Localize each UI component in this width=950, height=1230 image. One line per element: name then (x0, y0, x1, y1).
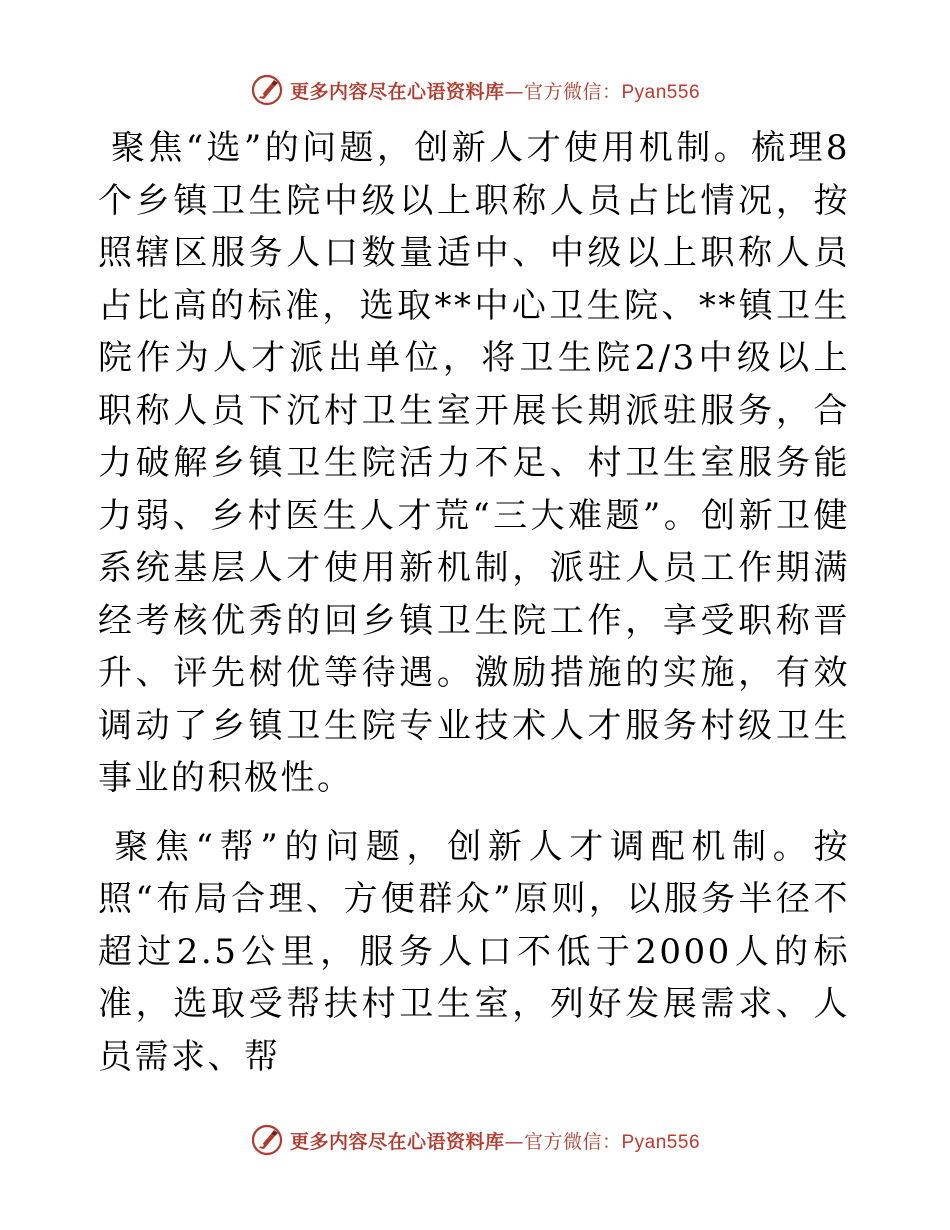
paragraph-text: 聚焦“选”的问题，创新人才使用机制。梳理8个乡镇卫生院中级以上职称人员占比情况，按照辖区服务人口数量适中、中级以上职称人员占比高的标准，选取**中心卫生院、**镇卫生院作为人才派出单位，将卫生院2/3中级以上职称人员下沉村卫生室开展长期派驻服务，合力破解乡镇卫生院活力不足、村卫生室服务能力弱、乡村医生人才荒“三大难题”。创新卫健系统基层人才使用新机制，派驻人员工作期满经考核优秀的回乡镇卫生院工作，享受职称晋升、评先树优等待遇。激励措施的实施，有效调动了乡镇卫生院专业技术人才服务村级卫生事业的积极性。 (98, 128, 850, 798)
pen-nib-logo-icon (250, 1123, 284, 1157)
paragraph-help (98, 821, 850, 1084)
document-body (98, 122, 850, 1083)
watermark-label: 官方微信： (523, 80, 622, 103)
watermark-text (290, 77, 700, 104)
paragraph-text: 聚焦“帮”的问题，创新人才调配机制。按照“布局合理、方便群众”原则，以服务半径不超过2.5公里，服务人口不低于2000人的标准，选取受帮扶村卫生室，列好发展需求、人员需求、帮 (98, 826, 850, 1077)
watermark-separator: — (504, 80, 524, 103)
watermark-inner (250, 1123, 700, 1157)
watermark-label: 官方微信： (523, 1130, 622, 1153)
watermark-inner (250, 73, 700, 107)
watermark-main-text: 更多内容尽在心语资料库 (289, 80, 505, 103)
watermark-main-text: 更多内容尽在心语资料库 (289, 1130, 505, 1153)
watermark-wechat-id: Pyan556 (621, 1131, 701, 1153)
footer-watermark (0, 1120, 950, 1160)
watermark-separator: — (504, 1130, 524, 1153)
pen-nib-logo-icon (250, 73, 284, 107)
watermark-text (290, 1127, 700, 1154)
header-watermark (0, 70, 950, 110)
paragraph-select (98, 122, 850, 805)
watermark-wechat-id: Pyan556 (621, 81, 701, 103)
